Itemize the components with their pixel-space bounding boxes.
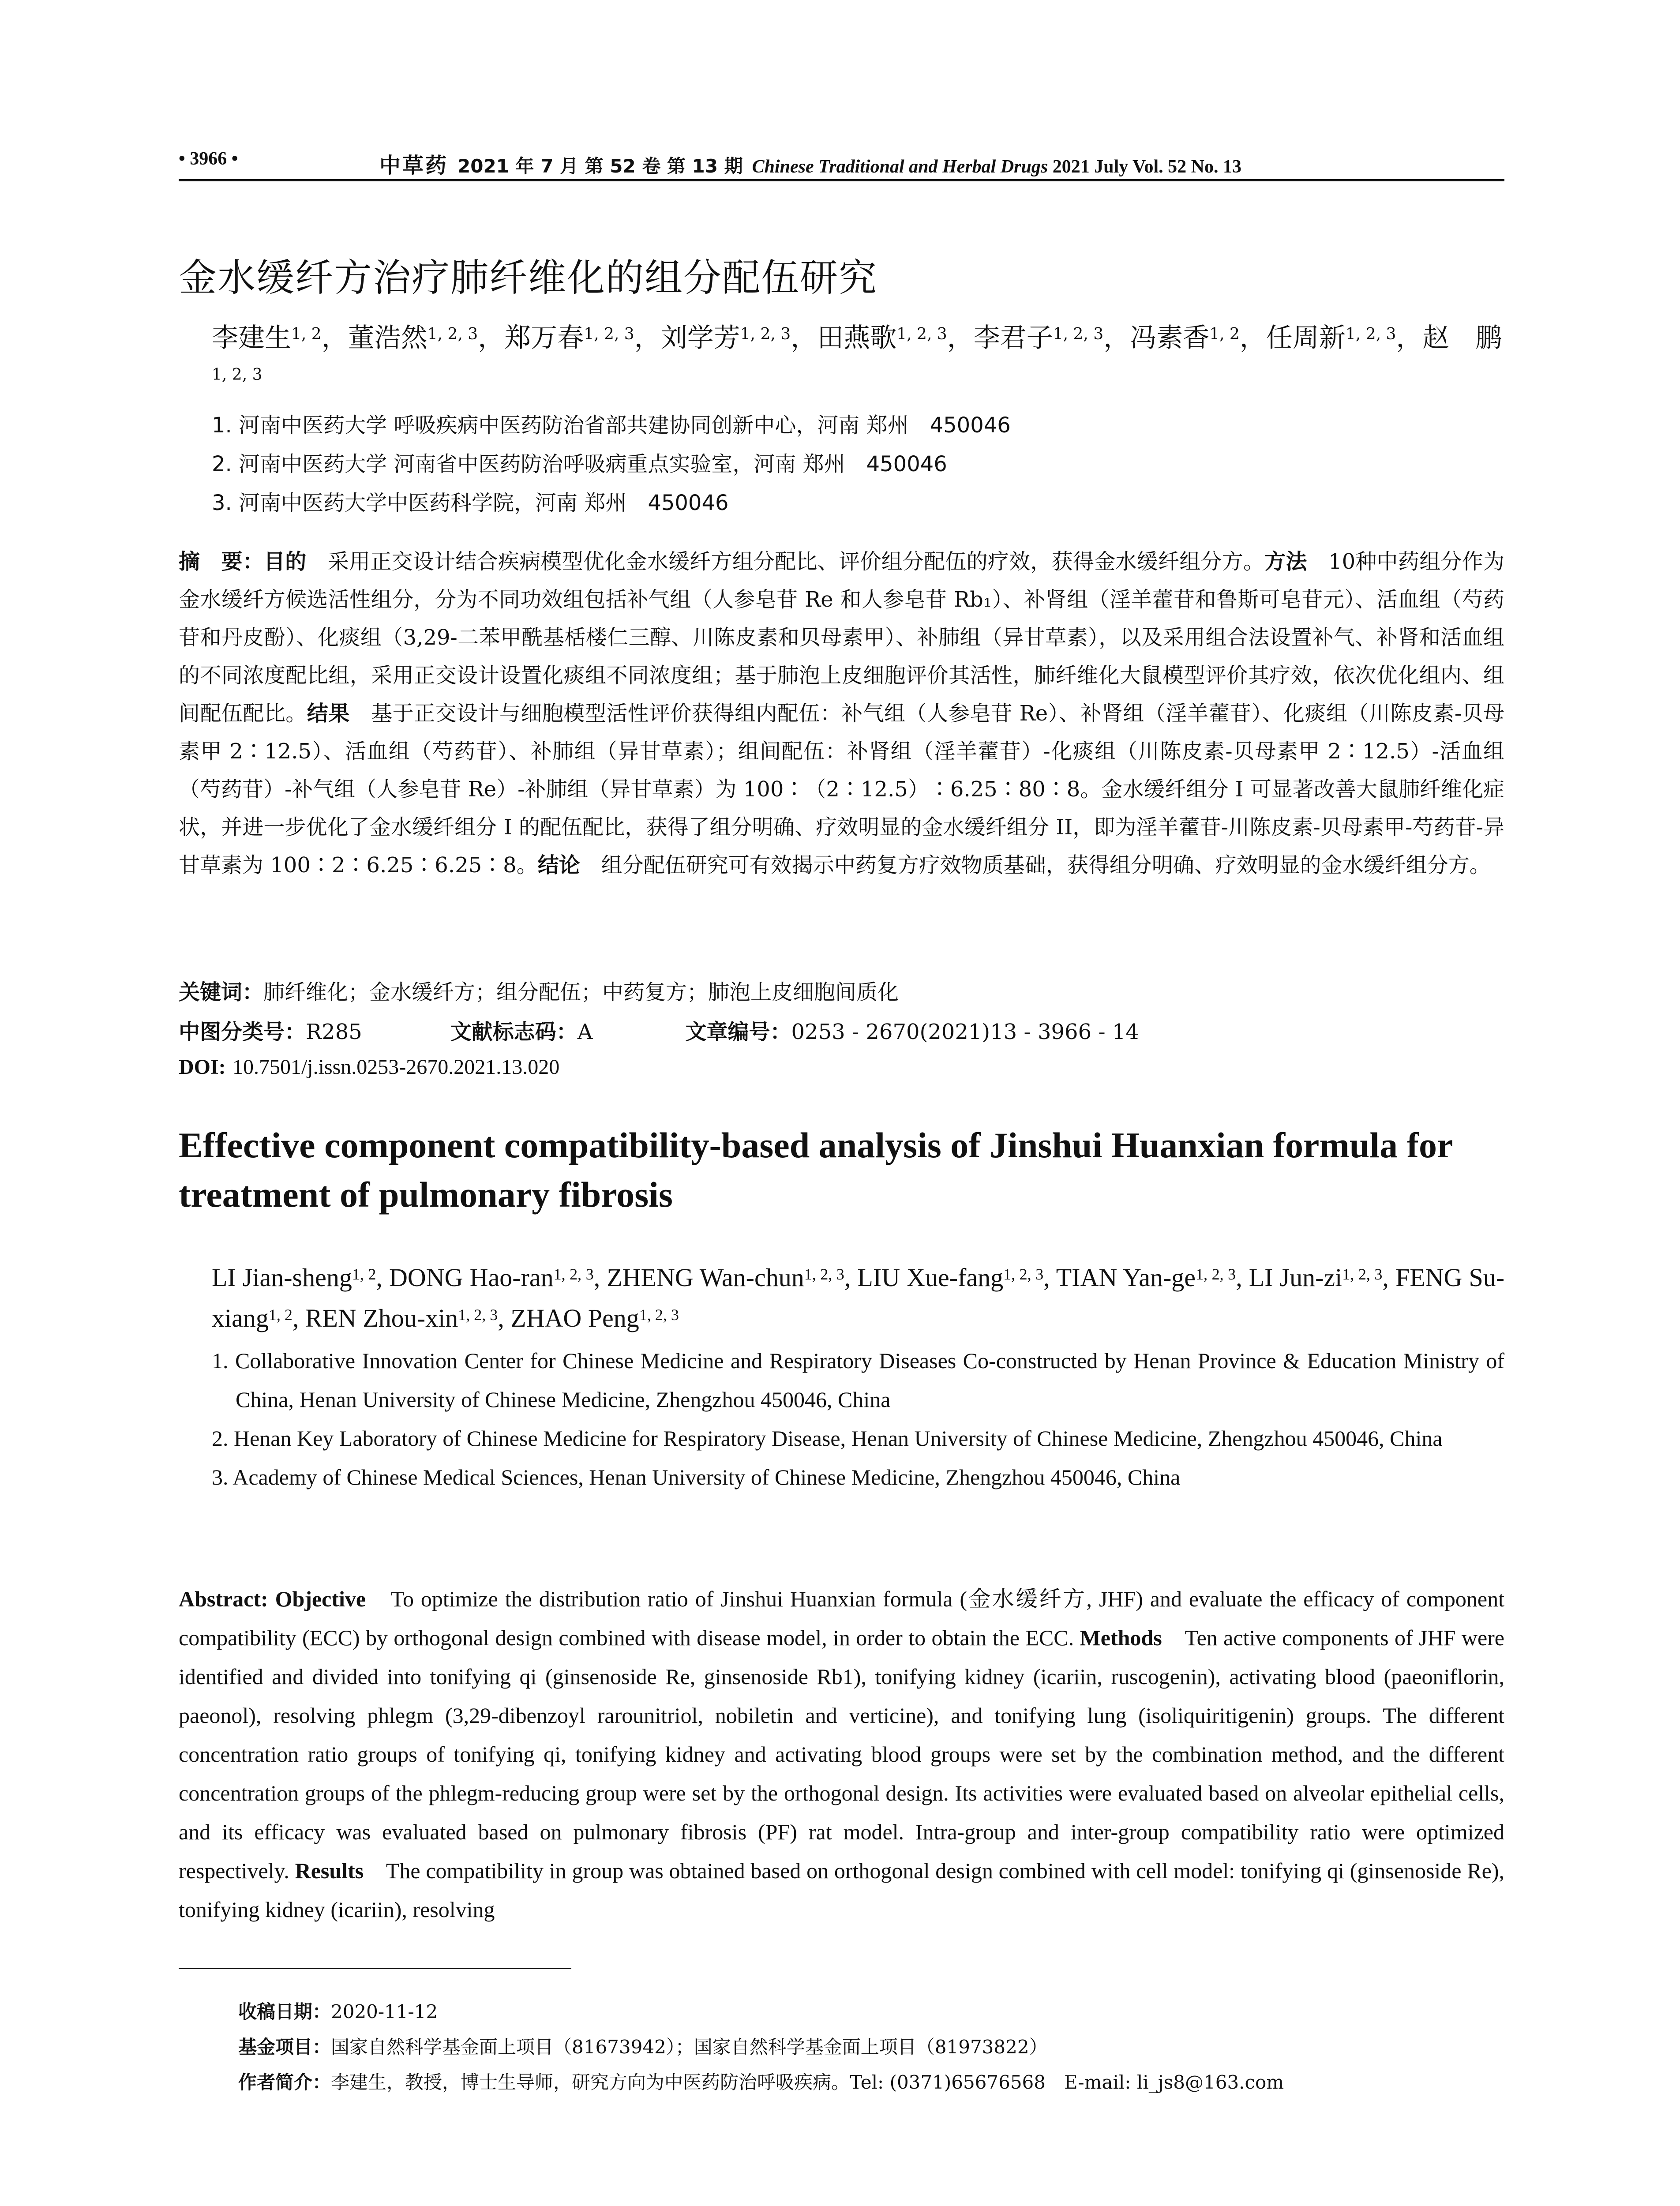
- author-affiliation-mark: 1, 2, 3: [1342, 1265, 1383, 1283]
- journal-name-cn: 中草药: [379, 153, 449, 178]
- results-label-cn: 结果: [307, 701, 350, 726]
- author-separator: ，: [478, 323, 505, 353]
- results-label-en: Results: [295, 1858, 364, 1883]
- author-affiliation-mark: 1, 2: [268, 1306, 292, 1324]
- footnote-label: 收稿日期：: [238, 2001, 331, 2022]
- author-name: 郑万春: [504, 323, 584, 353]
- english-affiliations: [212, 1341, 1504, 1497]
- author-name: LI Jun-zi: [1249, 1263, 1342, 1292]
- affiliation-item: 1. Collaborative Innovation Center for Chinese Medicine and Respiratory Diseases Co-constructed by Henan Province & Education Ministry of China, Henan University of Chinese Medicine, Zhengzhou 450046, China: [212, 1348, 1504, 1412]
- author-separator: ，: [1239, 323, 1266, 353]
- author-name: LI Jian-sheng: [212, 1263, 352, 1292]
- issue-cn: 2021 年 7 月 第 52 卷 第 13 期: [458, 155, 743, 177]
- footnote-text: 2020-11-12: [331, 2001, 438, 2022]
- affiliation-item: 3. Academy of Chinese Medical Sciences, Henan University of Chinese Medicine, Zhengzhou 450046, China: [212, 1465, 1181, 1489]
- methods-label-cn: 方法: [1264, 549, 1307, 574]
- conclusion-text-cn: 组分配伍研究可有效揭示中药复方疗效物质基础，获得组分明确、疗效明显的金水缓纤组分方。: [580, 853, 1491, 878]
- footnote-label: 作者简介：: [238, 2071, 331, 2093]
- footnote-text: 李建生，教授，博士生导师，研究方向为中医药防治呼吸疾病。Tel: (0371)65676568 E-mail: li_js8@163.com: [331, 2071, 1284, 2093]
- author-separator: ,: [498, 1304, 511, 1332]
- running-header: [179, 141, 1504, 176]
- author-separator: ,: [593, 1263, 607, 1292]
- author-name: DONG Hao-ran: [389, 1263, 554, 1292]
- author-name: 冯素香: [1130, 323, 1210, 353]
- author-name: REN Zhou-xin: [305, 1304, 458, 1332]
- author-separator: ,: [1382, 1263, 1395, 1292]
- affiliation-item: 3. 河南中医药大学中医药科学院，河南 郑州 450046: [212, 491, 729, 515]
- author-affiliation-mark: 1, 2: [291, 325, 322, 343]
- methods-text-cn: 10种中药组分作为金水缓纤方候选活性组分，分为不同功效组包括补气组（人参皂苷 Re 和人参皂苷 Rb₁）、补肾组（淫羊藿苷和鲁斯可皂苷元）、活血组（芍药苷和丹皮酚）、化痰组（3,29-二苯甲酰基栝楼仁三醇、川陈皮素和贝母素甲）、补肺组（异甘草素），以及采用组合法设置补气、补肾和活血组的不同浓度配比组，采用正交设计设置化痰组不同浓度组；基于肺泡上皮细胞评价其活性，肺纤维化大鼠模型评价其疗效，依次优化组内、组间配伍配比。: [179, 549, 1504, 726]
- doi-label: DOI:: [179, 1055, 226, 1079]
- articleno-value: 0253 - 2670(2021)13 - 3966 - 14: [791, 1020, 1139, 1044]
- author-affiliation-mark: 1, 2: [1209, 325, 1240, 343]
- footnote-item: [238, 1994, 1504, 2030]
- author-affiliation-mark: 1, 2, 3: [639, 1306, 679, 1324]
- author-affiliation-mark: 1, 2, 3: [458, 1306, 498, 1324]
- methods-label-en: Methods: [1080, 1625, 1162, 1650]
- footnote-text: 国家自然科学基金面上项目（81673942）；国家自然科学基金面上项目（81973822）: [331, 2036, 1048, 2058]
- author-name: 赵 鹏: [1422, 323, 1502, 353]
- results-text-en: The compatibility in group was obtained based on orthogonal design combined with cell model: tonifying qi (ginsenoside Re), tonifying kidney (icariin), resolving: [179, 1858, 1504, 1922]
- affiliation-item: 1. 河南中医药大学 呼吸疾病中医药防治省部共建协同创新中心，河南 郑州 450046: [212, 413, 1011, 438]
- footnote-item: [238, 2065, 1504, 2100]
- author-separator: ，: [321, 323, 348, 353]
- clc-label: 中图分类号：: [179, 1020, 306, 1044]
- footnote-rule: [179, 1968, 571, 1969]
- author-name: 董浩然: [348, 323, 428, 353]
- author-affiliation-mark: 1, 2, 3: [804, 1265, 844, 1283]
- author-separator: ,: [1043, 1263, 1056, 1292]
- issue-en: 2021 July Vol. 52 No. 13: [1052, 157, 1241, 177]
- header-rule: [179, 179, 1504, 181]
- author-name: LIU Xue-fang: [857, 1263, 1004, 1292]
- footnote-item: [238, 2030, 1504, 2065]
- articleno-label: 文章编号：: [685, 1020, 791, 1044]
- author-name: 田燕歌: [817, 323, 897, 353]
- author-name: ZHAO Peng: [510, 1304, 639, 1332]
- clc-value: R285: [306, 1020, 362, 1044]
- english-abstract: [179, 1579, 1504, 1929]
- doccode-value: A: [577, 1020, 593, 1044]
- doi-line: [179, 1054, 1504, 1079]
- author-affiliation-mark: 1, 2, 3: [553, 1265, 594, 1283]
- author-separator: ,: [376, 1263, 389, 1292]
- affiliation-item: 2. Henan Key Laboratory of Chinese Medicine for Respiratory Disease, Henan University of Chinese Medicine, Zhengzhou 450046, China: [212, 1426, 1443, 1451]
- journal-name-en: Chinese Traditional and Herbal Drugs: [752, 157, 1048, 177]
- author-affiliation-mark: 1, 2, 3: [584, 325, 634, 343]
- doccode-label: 文献标志码：: [450, 1020, 578, 1044]
- conclusion-label-cn: 结论: [537, 853, 580, 878]
- keywords-line: [179, 975, 1504, 1005]
- chinese-authors: [212, 318, 1504, 399]
- journal-line: [379, 148, 1241, 179]
- abstract-objective-label-en: Abstract: Objective: [179, 1587, 366, 1611]
- author-affiliation-mark: 1, 2, 3: [1345, 325, 1396, 343]
- author-affiliation-mark: 1, 2, 3: [212, 366, 262, 384]
- objective-text-cn: 采用正交设计结合疾病模型优化金水缓纤方组分配比、评价组分配伍的疗效，获得金水缓纤组分方。: [306, 549, 1265, 574]
- author-separator: ，: [634, 323, 661, 353]
- author-affiliation-mark: 1, 2, 3: [740, 325, 791, 343]
- doi-value: 10.7501/j.issn.0253-2670.2021.13.020: [232, 1055, 560, 1079]
- author-name: FENG Su-xiang: [212, 1263, 1505, 1332]
- author-name: 李建生: [212, 323, 291, 353]
- author-name: 刘学芳: [660, 323, 740, 353]
- methods-text-en: Ten active components of JHF were identified and divided into tonifying qi (ginsenoside Re, ginsenoside Rb1), tonifying kidney (icariin, ruscogenin), activating blood (paeoniflorin, paeonol), resolving phlegm (3,29-dibenzoyl rarounitriol, nobiletin and verticine), and tonifying lung (isoliquiritigenin) groups. The different concentration ratio groups of tonifying qi, tonifying kidney and activating blood groups were set by the combination method, and the different concentration groups of the phlegm-reducing group were set by the orthogonal design. Its activities were evaluated based on alveolar epithelial cells, and its efficacy was evaluated based on pulmonary fibrosis (PF) rat model. Intra-group and inter-group compatibility ratio were optimized respectively.: [179, 1625, 1504, 1883]
- chinese-affiliations: [212, 406, 1504, 522]
- author-affiliation-mark: 1, 2, 3: [1053, 325, 1104, 343]
- author-separator: ，: [791, 323, 818, 353]
- author-separator: ，: [1103, 323, 1130, 353]
- author-separator: ，: [947, 323, 974, 353]
- author-name: ZHENG Wan-chun: [607, 1263, 804, 1292]
- author-name: TIAN Yan-ge: [1056, 1263, 1196, 1292]
- chinese-abstract: [179, 543, 1504, 884]
- classification-line: [179, 1015, 1504, 1045]
- chinese-title: 金水缓纤方治疗肺纤维化的组分配伍研究: [179, 256, 878, 300]
- abstract-label-cn: 摘 要：: [179, 549, 264, 574]
- author-name: 任周新: [1266, 323, 1346, 353]
- english-title: Effective component compatibility-based analysis of Jinshui Huanxian formula for treatment of pulmonary fibrosis: [179, 1125, 1452, 1215]
- results-text-cn: 基于正交设计与细胞模型活性评价获得组内配伍：补气组（人参皂苷 Re）、补肾组（淫羊藿苷）、化痰组（川陈皮素-贝母素甲 2∶12.5）、活血组（芍药苷）、补肺组（异甘草素）；组间配伍：补肾组（淫羊藿苷）-化痰组（川陈皮素-贝母素甲 2∶12.5）-活血组（芍药苷）-补气组（人参皂苷 Re）-补肺组（异甘草素）为 100∶（2∶12.5）∶6.25∶80∶8。金水缓纤组分 I 可显著改善大鼠肺纤维化症状，并进一步优化了金水缓纤组分 I 的配伍配比，获得了组分明确、疗效明显的金水缓纤组分 II，即为淫羊藿苷-川陈皮素-贝母素甲-芍药苷-异甘草素为 100∶2∶6.25∶6.25∶8。: [179, 701, 1504, 878]
- author-affiliation-mark: 1, 2, 3: [896, 325, 947, 343]
- author-name: 李君子: [973, 323, 1053, 353]
- objective-text-en: To optimize the distribution ratio of Jinshui Huanxian formula (金水缓纤方, JHF) and evaluate the efficacy of component compatibility (ECC) by orthogonal design combined with disease model, in order to obtain the ECC.: [179, 1587, 1504, 1650]
- page-number: • 3966 •: [179, 149, 238, 169]
- author-affiliation-mark: 1, 2, 3: [1003, 1265, 1044, 1283]
- affiliation-item: 2. 河南中医药大学 河南省中医药防治呼吸病重点实验室，河南 郑州 450046: [212, 452, 947, 476]
- author-affiliation-mark: 1, 2: [352, 1265, 376, 1283]
- author-separator: ,: [1236, 1263, 1249, 1292]
- author-separator: ，: [1396, 323, 1423, 353]
- keywords-label: 关键词：: [179, 980, 264, 1005]
- author-separator: ,: [292, 1304, 305, 1332]
- footnotes: [238, 1994, 1504, 2100]
- keywords: 肺纤维化；金水缓纤方；组分配伍；中药复方；肺泡上皮细胞间质化: [263, 980, 899, 1005]
- author-affiliation-mark: 1, 2, 3: [1196, 1265, 1236, 1283]
- author-separator: ,: [844, 1263, 858, 1292]
- author-affiliation-mark: 1, 2, 3: [427, 325, 478, 343]
- english-authors: [212, 1257, 1504, 1339]
- objective-label-cn: 目的: [264, 549, 307, 574]
- footnote-label: 基金项目：: [238, 2036, 331, 2058]
